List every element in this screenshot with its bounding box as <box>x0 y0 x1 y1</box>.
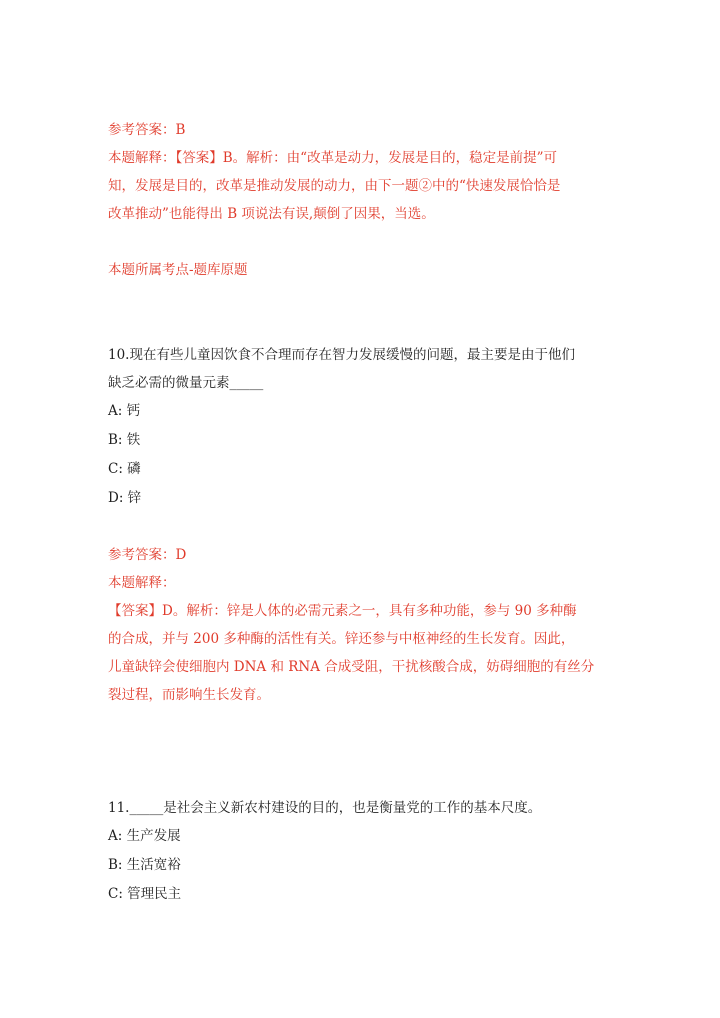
q10-stem-line: 缺乏必需的微量元素_____ <box>108 375 264 391</box>
q10-stem-line: 10.现在有些儿童因饮食不合理而存在智力发展缓慢的问题，最主要是由于他们 <box>108 347 575 363</box>
q9-explanation-line: 知，发展是目的，改革是推动发展的动力，由下一题②中的“快速发展恰恰是 <box>108 178 561 194</box>
q10-explanation-line: 裂过程，而影响生长发育。 <box>108 687 270 703</box>
q9-source: 本题所属考点-题库原题 <box>108 262 248 278</box>
q10-explanation-line: 的合成，并与 200 多种酶的活性有关。锌还参与中枢神经的生长发育。因此， <box>108 631 575 647</box>
q11-option-c: C: 管理民主 <box>108 886 182 902</box>
q11-stem: 11._____是社会主义新农村建设的目的，也是衡量党的工作的基本尺度。 <box>108 800 542 816</box>
q9-answer: 参考答案：B <box>108 122 186 138</box>
q10-option-d: D: 锌 <box>108 490 142 506</box>
q10-answer: 参考答案：D <box>108 547 187 563</box>
q10-explanation-line: 【答案】D。解析：锌是人体的必需元素之一，具有多种功能，参与 90 多种酶 <box>108 603 577 619</box>
q9-explanation-line: 本题解释：【答案】B。解析：由“改革是动力，发展是目的，稳定是前提”可 <box>108 150 557 166</box>
q9-explanation-line: 改革推动”也能得出 B 项说法有误,颠倒了因果，当选。 <box>108 206 435 222</box>
q10-option-b: B: 铁 <box>108 432 141 448</box>
q11-option-b: B: 生活宽裕 <box>108 857 181 873</box>
q10-option-a: A: 钙 <box>108 403 141 419</box>
q10-explanation-label: 本题解释： <box>108 575 176 591</box>
q10-option-c: C: 磷 <box>108 461 141 477</box>
q10-explanation-line: 儿童缺锌会使细胞内 DNA 和 RNA 合成受阻，干扰核酸合成，妨碍细胞的有丝分 <box>108 659 595 675</box>
q11-option-a: A: 生产发展 <box>108 828 181 844</box>
